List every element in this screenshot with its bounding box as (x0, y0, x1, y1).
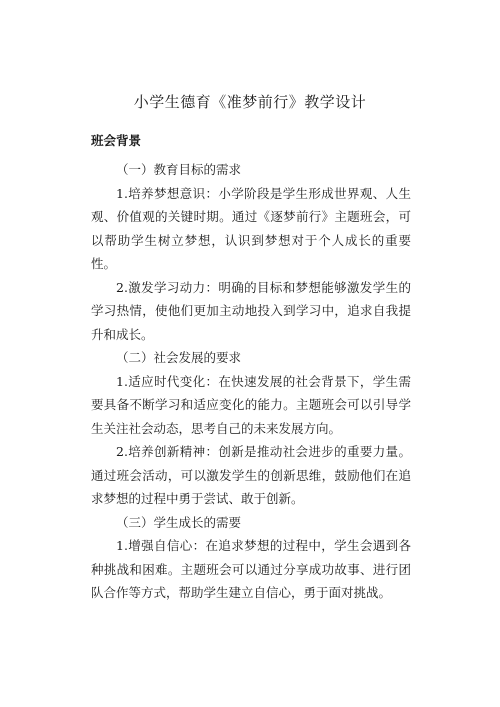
section-heading: 班会背景 (91, 133, 142, 148)
subheading-social-development: （二）社会发展的要求 (116, 350, 242, 365)
document-body (91, 158, 411, 605)
subheading-student-growth: （三）学生成长的需要 (116, 514, 242, 530)
paragraph: 2.培养创新精神：创新是推动社会进步的重要力量。通过班会活动，可以激发学生的创新思维，鼓励他们在追求梦想的过程中勇于尝试、敢于创新。 (91, 444, 411, 506)
paragraph: 1.增强自信心：在追求梦想的过程中，学生会遇到各种挑战和困难。主题班会可以通过分享成功故事、进行团队合作等方式，帮助学生建立自信心，勇于面对挑战。 (91, 538, 411, 600)
paragraph: 2.激发学习动力：明确的目标和梦想能够激发学生的学习热情，使他们更加主动地投入到学习中，追求自我提升和成长。 (91, 279, 411, 342)
document-title: 小学生德育《准梦前行》教学设计 (133, 93, 367, 111)
paragraph: 1.培养梦想意识：小学阶段是学生形成世界观、人生观、价值观的关键时期。通过《逐梦前行》主题班会，可以帮助学生树立梦想，认识到梦想对于个人成长的重要性。 (91, 185, 411, 271)
paragraph: 1.适应时代变化：在快速发展的社会背景下，学生需要具备不断学习和适应变化的能力。主题班会可以引导学生关注社会动态，思考自己的未来发展方向。 (91, 373, 411, 436)
subheading-education-goals: （一）教育目标的需求 (116, 162, 242, 177)
